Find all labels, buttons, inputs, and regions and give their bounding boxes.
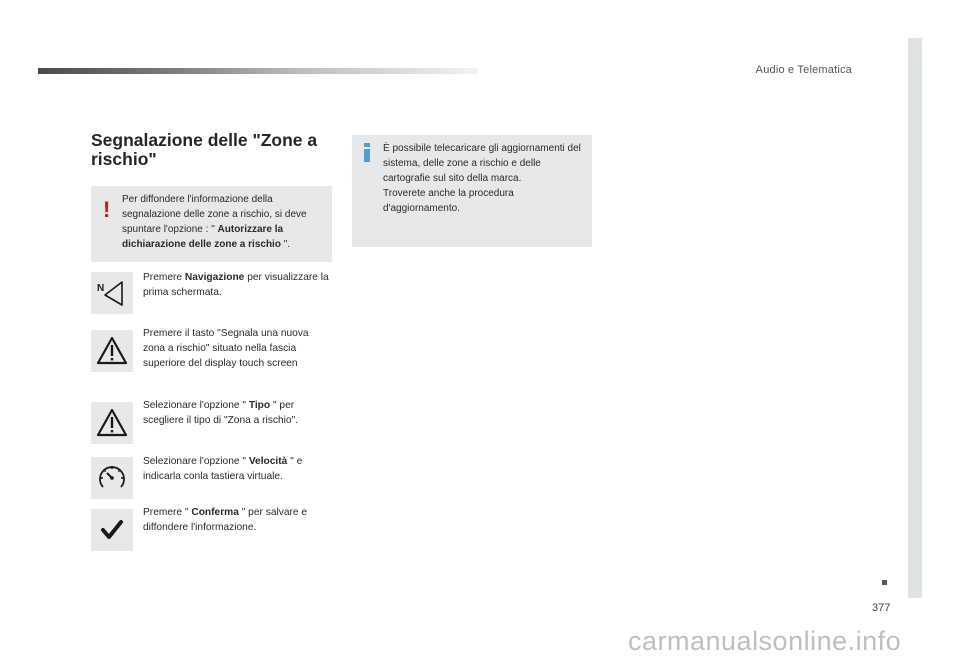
page-edge-tab <box>908 38 922 598</box>
confirm-icon-box <box>91 509 133 551</box>
watermark: carmanualsonline.info <box>628 626 902 656</box>
report-zone-icon-box <box>91 330 133 372</box>
speed-option-icon-box <box>91 457 133 499</box>
speedometer-icon <box>91 457 133 499</box>
step-4-text: Selezionare l'opzione " Velocità " e indicarla conla tastiera virtuale. <box>143 456 303 482</box>
header-gradient-bar <box>38 68 478 74</box>
warning-note-text: Per diffondere l'informazione della segnalazione delle zone a rischio, si deve spuntare l'opzione : " Autorizzare la dichiarazione delle zone a rischio ". <box>122 194 307 250</box>
warning-triangle-icon <box>91 402 133 444</box>
section-title: Audio e Telematica <box>755 64 852 76</box>
page-heading: Segnalazione delle "Zone a rischio" <box>91 130 318 169</box>
navigation-icon-box <box>91 272 133 314</box>
type-option-icon-box <box>91 402 133 444</box>
step-2-text: Premere il tasto "Segnala una nuova zona a rischio" situato nella fascia superiore del display touch screen <box>143 328 309 369</box>
warning-mark-icon: ! <box>103 197 111 222</box>
page-number: 377 <box>872 602 891 614</box>
step-5-text: Premere " Conferma " per salvare e diffondere l'informazione. <box>143 507 308 533</box>
info-note-text: È possibile telecaricare gli aggiornamenti del sistema, delle zone a rischio e delle cartografie sul sito della marca. Troverete anche la procedura d'aggiornamento. <box>383 143 581 214</box>
info-note <box>352 135 592 247</box>
svg-text:N: N <box>97 283 105 294</box>
page-number-dot <box>882 580 887 585</box>
step-3-text: Selezionare l'opzione " Tipo " per scegliere il tipo di "Zona a rischio". <box>143 400 299 426</box>
warning-note <box>91 186 332 262</box>
warning-triangle-icon <box>91 330 133 372</box>
info-mark-icon <box>363 143 371 161</box>
checkmark-icon <box>91 509 133 551</box>
navigation-arrow-icon <box>91 272 133 314</box>
step-1-text: Premere Navigazione per visualizzare la prima schermata. <box>143 272 329 298</box>
